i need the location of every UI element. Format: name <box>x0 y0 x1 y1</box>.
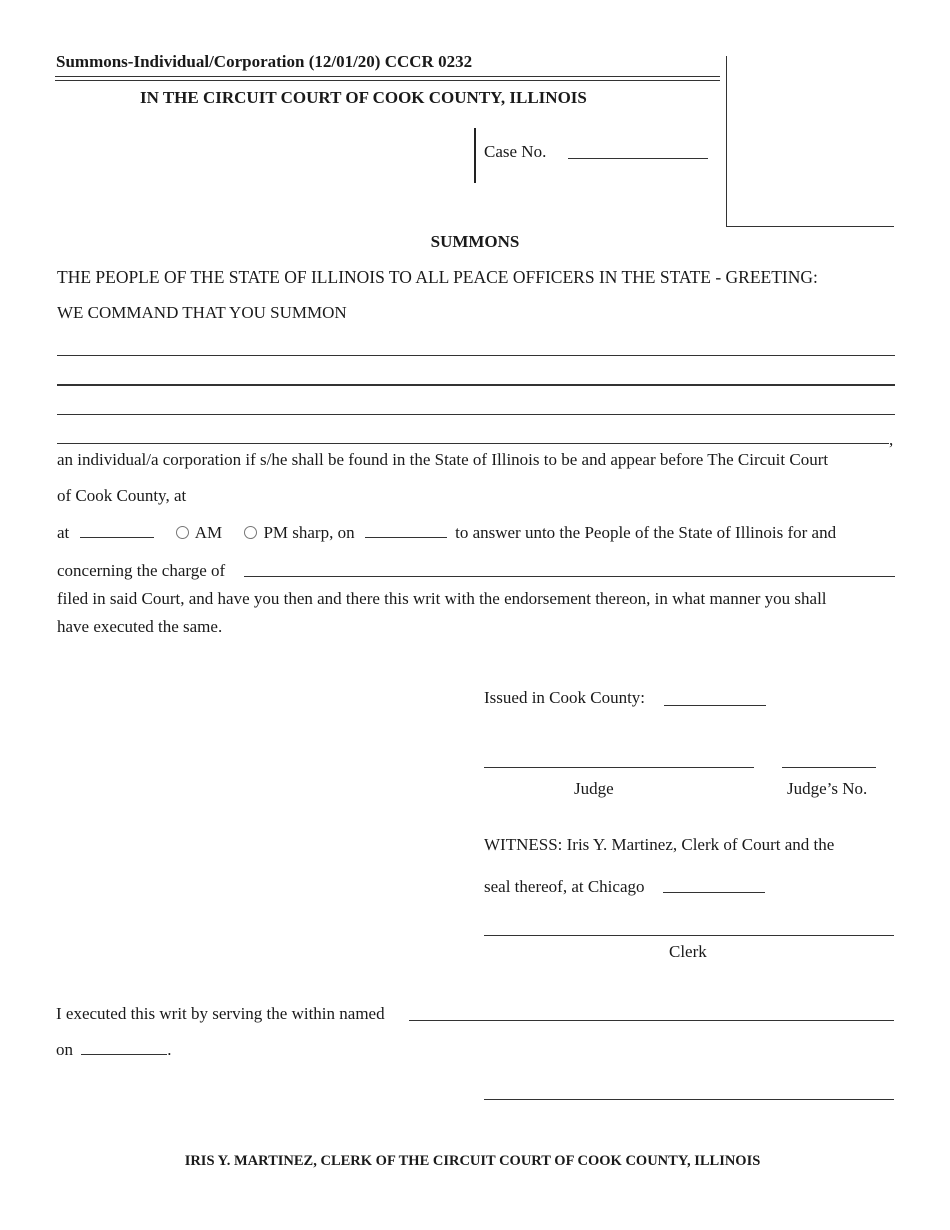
filed-text-line-1: filed in said Court, and have you then and there this writ with the endorsement thereon, in what manner you shall <box>57 589 827 608</box>
served-name-field[interactable] <box>409 1020 894 1021</box>
witness-date-field[interactable] <box>663 892 765 893</box>
clerk-signature-line[interactable] <box>484 935 894 936</box>
witness-line-2: seal thereof, at Chicago <box>484 877 645 896</box>
case-no-field[interactable] <box>568 158 708 159</box>
form-id: Summons-Individual/Corporation (12/01/20) CCCR 0232 <box>56 52 473 71</box>
summon-line-4[interactable] <box>57 443 889 444</box>
header-rule-top <box>55 76 720 77</box>
judge-no-label: Judge’s No. <box>787 779 868 798</box>
witness-line-1: WITNESS: Iris Y. Martinez, Clerk of Court and the <box>484 835 835 854</box>
judge-number-line[interactable] <box>782 767 876 768</box>
summon-line-1[interactable] <box>57 355 895 356</box>
appear-text-line-1: an individual/a corporation if s/he shall be found in the State of Illinois to be and appear before The Circuit Court <box>57 450 829 469</box>
time-row <box>57 523 836 543</box>
clerk-label: Clerk <box>669 942 707 961</box>
executed-on-row <box>56 1040 172 1060</box>
summon-trailing-comma: , <box>889 430 894 449</box>
issued-date-field[interactable] <box>664 705 766 706</box>
at-label: at <box>57 523 70 542</box>
charge-field[interactable] <box>244 576 895 577</box>
seal-box-left-border <box>726 56 727 226</box>
case-no-label: Case No. <box>484 142 547 161</box>
on-label: on <box>56 1040 73 1059</box>
answer-text: to answer unto the People of the State of Illinois for and <box>455 523 837 542</box>
command-text: WE COMMAND THAT YOU SUMMON <box>57 303 347 322</box>
served-date-field[interactable] <box>81 1040 167 1055</box>
summon-line-3[interactable] <box>57 414 895 415</box>
filed-text-line-2: have executed the same. <box>57 617 223 636</box>
on-period: . <box>167 1040 172 1059</box>
date-field[interactable] <box>365 523 447 538</box>
judge-label: Judge <box>574 779 614 798</box>
header-rule-bottom <box>55 80 720 81</box>
am-radio[interactable] <box>176 526 189 539</box>
footer-clerk: IRIS Y. MARTINEZ, CLERK OF THE CIRCUIT COURT OF COOK COUNTY, ILLINOIS <box>184 1153 761 1169</box>
court-title: IN THE CIRCUIT COURT OF COOK COUNTY, ILLINOIS <box>140 88 587 107</box>
issued-label: Issued in Cook County: <box>484 688 646 707</box>
judge-signature-line[interactable] <box>484 767 754 768</box>
am-label: AM <box>194 523 223 542</box>
time-field[interactable] <box>80 523 154 538</box>
summons-title: SUMMONS <box>430 232 520 251</box>
greeting-text: THE PEOPLE OF THE STATE OF ILLINOIS TO ALL PEACE OFFICERS IN THE STATE - GREETING: <box>57 267 818 287</box>
pm-radio[interactable] <box>244 526 257 539</box>
summon-line-2[interactable] <box>57 384 895 386</box>
executed-label: I executed this writ by serving the within named <box>56 1004 385 1023</box>
case-no-divider <box>474 128 476 183</box>
officer-signature-line[interactable] <box>484 1099 894 1100</box>
seal-box-bottom-border <box>726 226 894 227</box>
appear-text-line-2: of Cook County, at <box>57 486 187 505</box>
charge-label: concerning the charge of <box>57 561 226 580</box>
pm-label: PM sharp, on <box>263 523 355 542</box>
